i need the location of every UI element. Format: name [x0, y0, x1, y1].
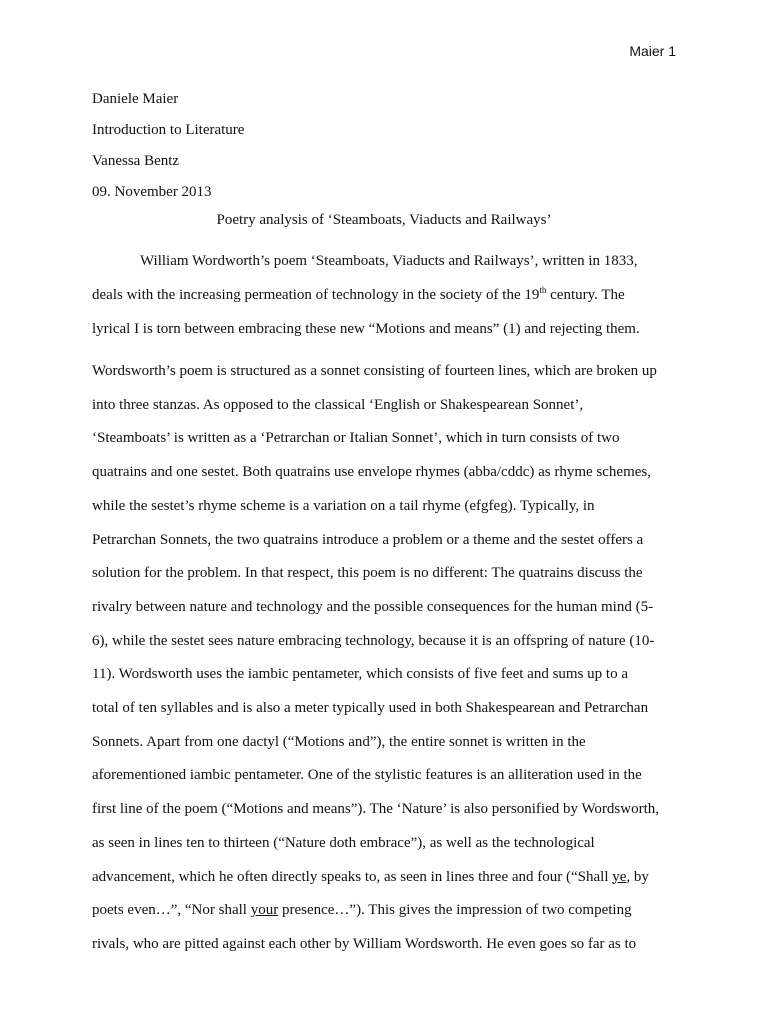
paragraph-line: Sonnets. Apart from one dactyl (“Motions and”), the entire sonnet is written in the: [92, 733, 586, 750]
paragraph-1: [92, 244, 676, 346]
text-run: century. The: [546, 287, 625, 303]
text-run: poets even…”, “Nor shall: [92, 902, 251, 919]
paragraph-line: 6), while the sestet sees nature embracing technology, because it is an offspring of nature (10-: [92, 632, 655, 649]
paragraph-line: Petrarchan Sonnets, the two quatrains introduce a problem or a theme and the sestet offers a: [92, 531, 644, 548]
paragraph-line: first line of the poem (“Motions and means”). The ‘Nature’ is also personified by Wordsworth,: [92, 801, 659, 818]
text-run: presence…”). This gives the impression of two competing: [278, 902, 632, 919]
text-run: deals with the increasing permeation of technology in the society of the 19: [92, 287, 540, 303]
instructor-name: Vanessa Bentz: [92, 153, 180, 169]
author-name: Daniele Maier: [92, 91, 179, 107]
paragraph-line: ‘Steamboats’ is written as a ‘Petrarchan or Italian Sonnet’, which in turn consists of two: [92, 430, 620, 447]
text-run: advancement, which he often directly speaks to, as seen in lines three and four (“Shall: [92, 868, 613, 885]
text-run: , by: [626, 868, 649, 885]
paragraph-line: while the sestet’s rhyme scheme is a variation on a tail rhyme (efgfeg). Typically, in: [92, 497, 595, 514]
running-head: Maier 1: [629, 43, 676, 59]
paragraph-line: Wordsworth’s poem is structured as a sonnet consisting of fourteen lines, which are broken up: [92, 363, 657, 379]
paragraph-line: quatrains and one sestet. Both quatrains use envelope rhymes (abba/cddc) as rhyme schemes,: [92, 464, 651, 481]
date: 09. November 2013: [92, 184, 212, 200]
paragraph-line: lyrical I is torn between embracing these new “Motions and means” (1) and rejecting them.: [92, 321, 640, 337]
paragraph-2: [92, 355, 676, 962]
paragraph-line: rivalry between nature and technology and the possible consequences for the human mind (5-: [92, 598, 654, 615]
underlined-word: your: [250, 902, 279, 919]
mla-heading: [92, 84, 676, 208]
paragraph-line: William Wordworth’s poem ‘Steamboats, Viaducts and Railways’, written in 1833,: [140, 253, 638, 269]
underlined-word: ye: [612, 868, 627, 885]
paragraph-line: rivals, who are pitted against each other by William Wordsworth. He even goes so far as to: [92, 935, 637, 952]
paragraph-line: aforementioned iambic pentameter. One of the stylistic features is an alliteration used in the: [92, 767, 642, 784]
paragraph-line: 11). Wordsworth uses the iambic pentameter, which consists of five feet and sums up to a: [92, 666, 628, 683]
paragraph-line: [92, 278, 676, 312]
course-name: Introduction to Literature: [92, 122, 245, 138]
paragraph-line: solution for the problem. In that respect, this poem is no different: The quatrains discuss the: [92, 565, 643, 582]
superscript: th: [539, 285, 547, 295]
paragraph-line: [92, 861, 676, 895]
essay-title: Poetry analysis of ‘Steamboats, Viaducts and Railways’: [216, 212, 552, 228]
paragraph-line: into three stanzas. As opposed to the classical ‘English or Shakespearean Sonnet’,: [92, 396, 584, 413]
paragraph-line: total of ten syllables and is also a meter typically used in both Shakespearean and Petrarchan: [92, 700, 649, 717]
paragraph-line: [92, 894, 676, 928]
paragraph-line: as seen in lines ten to thirteen (“Nature doth embrace”), as well as the technological: [92, 834, 595, 851]
